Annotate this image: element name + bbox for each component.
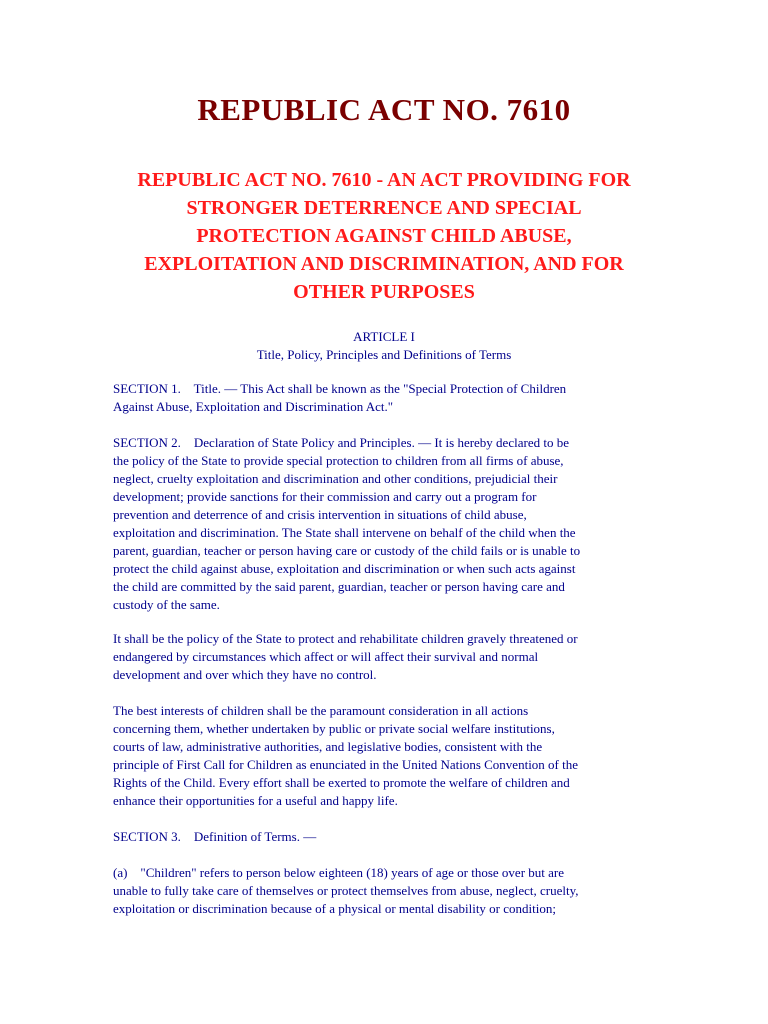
article-heading-block: [0, 328, 768, 364]
document-title: REPUBLIC ACT NO. 7610: [197, 92, 571, 127]
section-2-line: SECTION 2. Declaration of State Policy and Principles. — It is hereby declared to be: [113, 435, 569, 450]
section-2-line: development; provide sanctions for their commission and carry out a program for: [113, 489, 537, 504]
section-2-line: neglect, cruelty exploitation and discrimination and other conditions, prejudicial their: [113, 471, 558, 486]
act-subtitle: [100, 166, 668, 306]
policy-paragraph-line: endangered by circumstances which affect or will affect their survival and normal: [113, 649, 539, 664]
definition-a-line: exploitation or discrimination because of a physical or mental disability or condition;: [113, 901, 556, 916]
section-1-line: Against Abuse, Exploitation and Discrimination Act.": [113, 399, 394, 414]
section-2-line: the policy of the State to provide special protection to children from all firms of abuse,: [113, 453, 564, 468]
section-2-line: exploitation and discrimination. The State shall intervene on behalf of the child when the: [113, 525, 576, 540]
best-interests-line: Rights of the Child. Every effort shall be exerted to promote the welfare of children and: [113, 775, 570, 790]
policy-paragraph-line: development and over which they have no control.: [113, 667, 377, 682]
section-2-line: the child are committed by the said parent, guardian, teacher or person having care and: [113, 579, 565, 594]
article-caption: Title, Policy, Principles and Definitions of Terms: [256, 347, 512, 362]
subtitle-line: OTHER PURPOSES: [293, 281, 475, 303]
article-heading: ARTICLE I: [353, 329, 415, 344]
subtitle-line: PROTECTION AGAINST CHILD ABUSE,: [196, 225, 572, 247]
section-2-line: protect the child against abuse, exploitation and discrimination or when such acts against: [113, 561, 576, 576]
best-interests-line: The best interests of children shall be the paramount consideration in all actions: [113, 703, 529, 718]
definition-a-line: (a) "Children" refers to person below eighteen (18) years of age or those over but are: [113, 865, 565, 880]
section-2-line: prevention and deterrence of and crisis intervention in situations of child abuse,: [113, 507, 527, 522]
best-interests-line: concerning them, whether undertaken by public or private social welfare institutions,: [113, 721, 555, 736]
section-2-line: parent, guardian, teacher or person having care or custody of the child fails or is unable to: [113, 543, 581, 558]
policy-paragraph-line: It shall be the policy of the State to protect and rehabilitate children gravely threatened or: [113, 631, 578, 646]
best-interests-line: principle of First Call for Children as enunciated in the United Nations Convention of the: [113, 757, 579, 772]
section-3-heading: SECTION 3. Definition of Terms. —: [113, 829, 317, 844]
section-1-line: SECTION 1. Title. — This Act shall be known as the "Special Protection of Children: [113, 381, 567, 396]
section-2-line: custody of the same.: [113, 597, 220, 612]
best-interests-line: courts of law, administrative authorities, and legislative bodies, consistent with the: [113, 739, 543, 754]
subtitle-line: REPUBLIC ACT NO. 7610 - AN ACT PROVIDING FOR: [137, 169, 631, 191]
definition-a-line: unable to fully take care of themselves or protect themselves from abuse, neglect, cruelty,: [113, 883, 579, 898]
subtitle-line: EXPLOITATION AND DISCRIMINATION, AND FOR: [144, 253, 624, 275]
best-interests-line: enhance their opportunities for a useful and happy life.: [113, 793, 398, 808]
subtitle-line: STRONGER DETERRENCE AND SPECIAL: [186, 197, 582, 219]
